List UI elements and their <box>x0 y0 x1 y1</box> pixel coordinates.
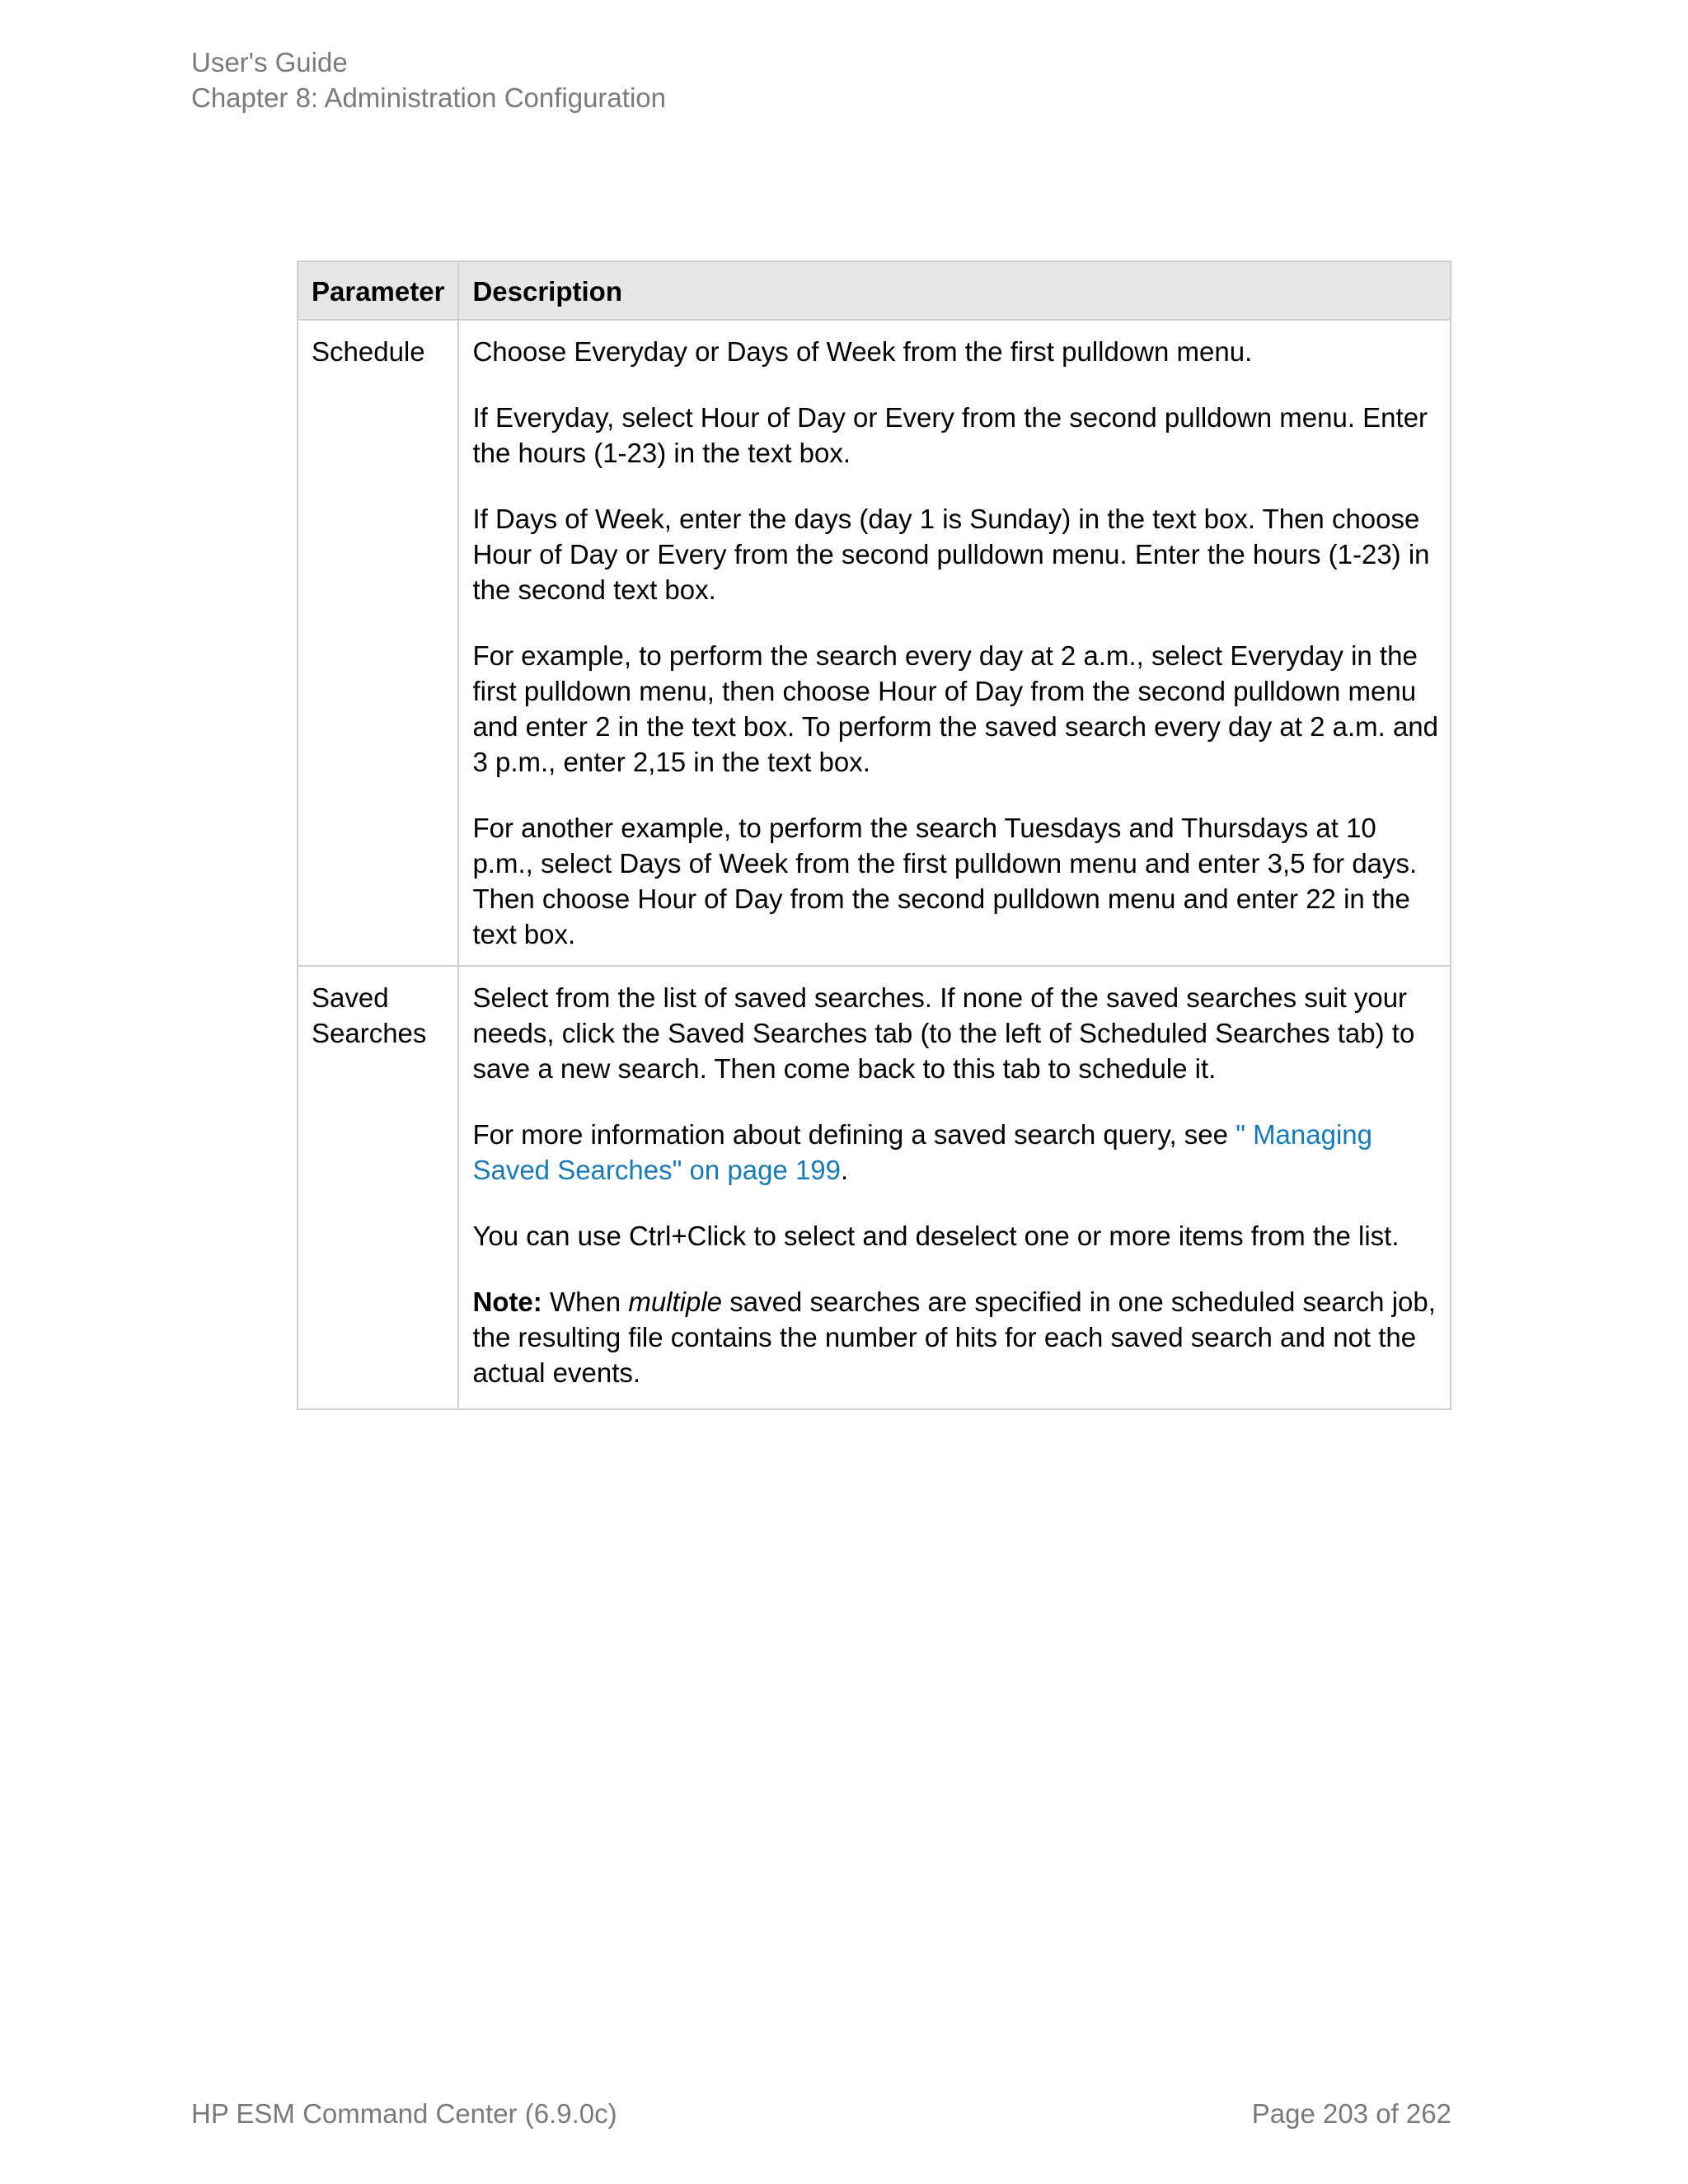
column-header-description: Description <box>458 261 1451 320</box>
parameter-label-line: Searches <box>312 1018 427 1048</box>
parameter-table <box>297 260 1451 1410</box>
sentence-end: . <box>841 1155 849 1185</box>
managing-saved-searches-link[interactable]: " Managing Saved Searches" on page 199 <box>472 1119 1373 1185</box>
parameter-cell <box>298 966 458 1409</box>
table-row <box>298 966 1451 1409</box>
description-paragraph: If Everyday, select Hour of Day or Every from the second pulldown menu. Enter the hours (1-23) in the text box. <box>472 402 1428 468</box>
table-header-row <box>298 261 1451 320</box>
note-text: When <box>542 1286 629 1317</box>
table-row <box>298 320 1451 966</box>
description-paragraph: Select from the list of saved searches. If none of the saved searches suit your needs, click the Saved Searches tab (to the left of Scheduled Searches tab) to save a new search. Then come back to this tab to schedule it. <box>472 982 1415 1084</box>
cross-reference-intro: For more information about defining a saved search query, see <box>472 1119 1236 1150</box>
note-text: saved searches are specified in one scheduled search job, the resulting file contains the number of hits for each saved search and not the actual events. <box>472 1286 1436 1388</box>
description-paragraph: You can use Ctrl+Click to select and deselect one or more items from the list. <box>472 1221 1400 1251</box>
description-paragraph: For example, to perform the search every day at 2 a.m., select Everyday in the first pulldown menu, then choose Hour of Day from the second pulldown menu and enter 2 in the text box. To perform the saved search every day at 2 a.m. and 3 p.m., enter 2,15 in the text box. <box>472 640 1439 777</box>
description-cell <box>458 320 1451 966</box>
note-emphasis: multiple <box>628 1286 723 1317</box>
running-header <box>191 45 666 115</box>
parameter-cell: Schedule <box>298 320 458 966</box>
document-title: User's Guide <box>191 47 348 77</box>
product-name: HP ESM Command Center (6.9.0c) <box>191 2098 617 2129</box>
description-paragraph: Choose Everyday or Days of Week from the first pulldown menu. <box>472 336 1253 367</box>
page-number: Page 203 of 262 <box>1251 2098 1451 2129</box>
note-paragraph <box>472 1284 1442 1390</box>
note-label: Note: <box>472 1286 542 1317</box>
description-paragraph: For another example, to perform the search Tuesdays and Thursdays at 10 p.m., select Days of Week from the first pulldown menu and enter 3,5 for days. Then choose Hour of Day from the second pulldown menu and enter 22 in the text box. <box>472 813 1418 949</box>
description-paragraph <box>472 1117 1442 1188</box>
column-header-parameter: Parameter <box>298 261 458 320</box>
description-cell <box>458 966 1451 1409</box>
description-paragraph: If Days of Week, enter the days (day 1 is Sunday) in the text box. Then choose Hour of Day or Every from the second pulldown menu. Enter the hours (1-23) in the second text box. <box>472 504 1430 605</box>
chapter-title: Chapter 8: Administration Configuration <box>191 82 666 113</box>
parameter-label-line: Saved <box>312 982 389 1013</box>
